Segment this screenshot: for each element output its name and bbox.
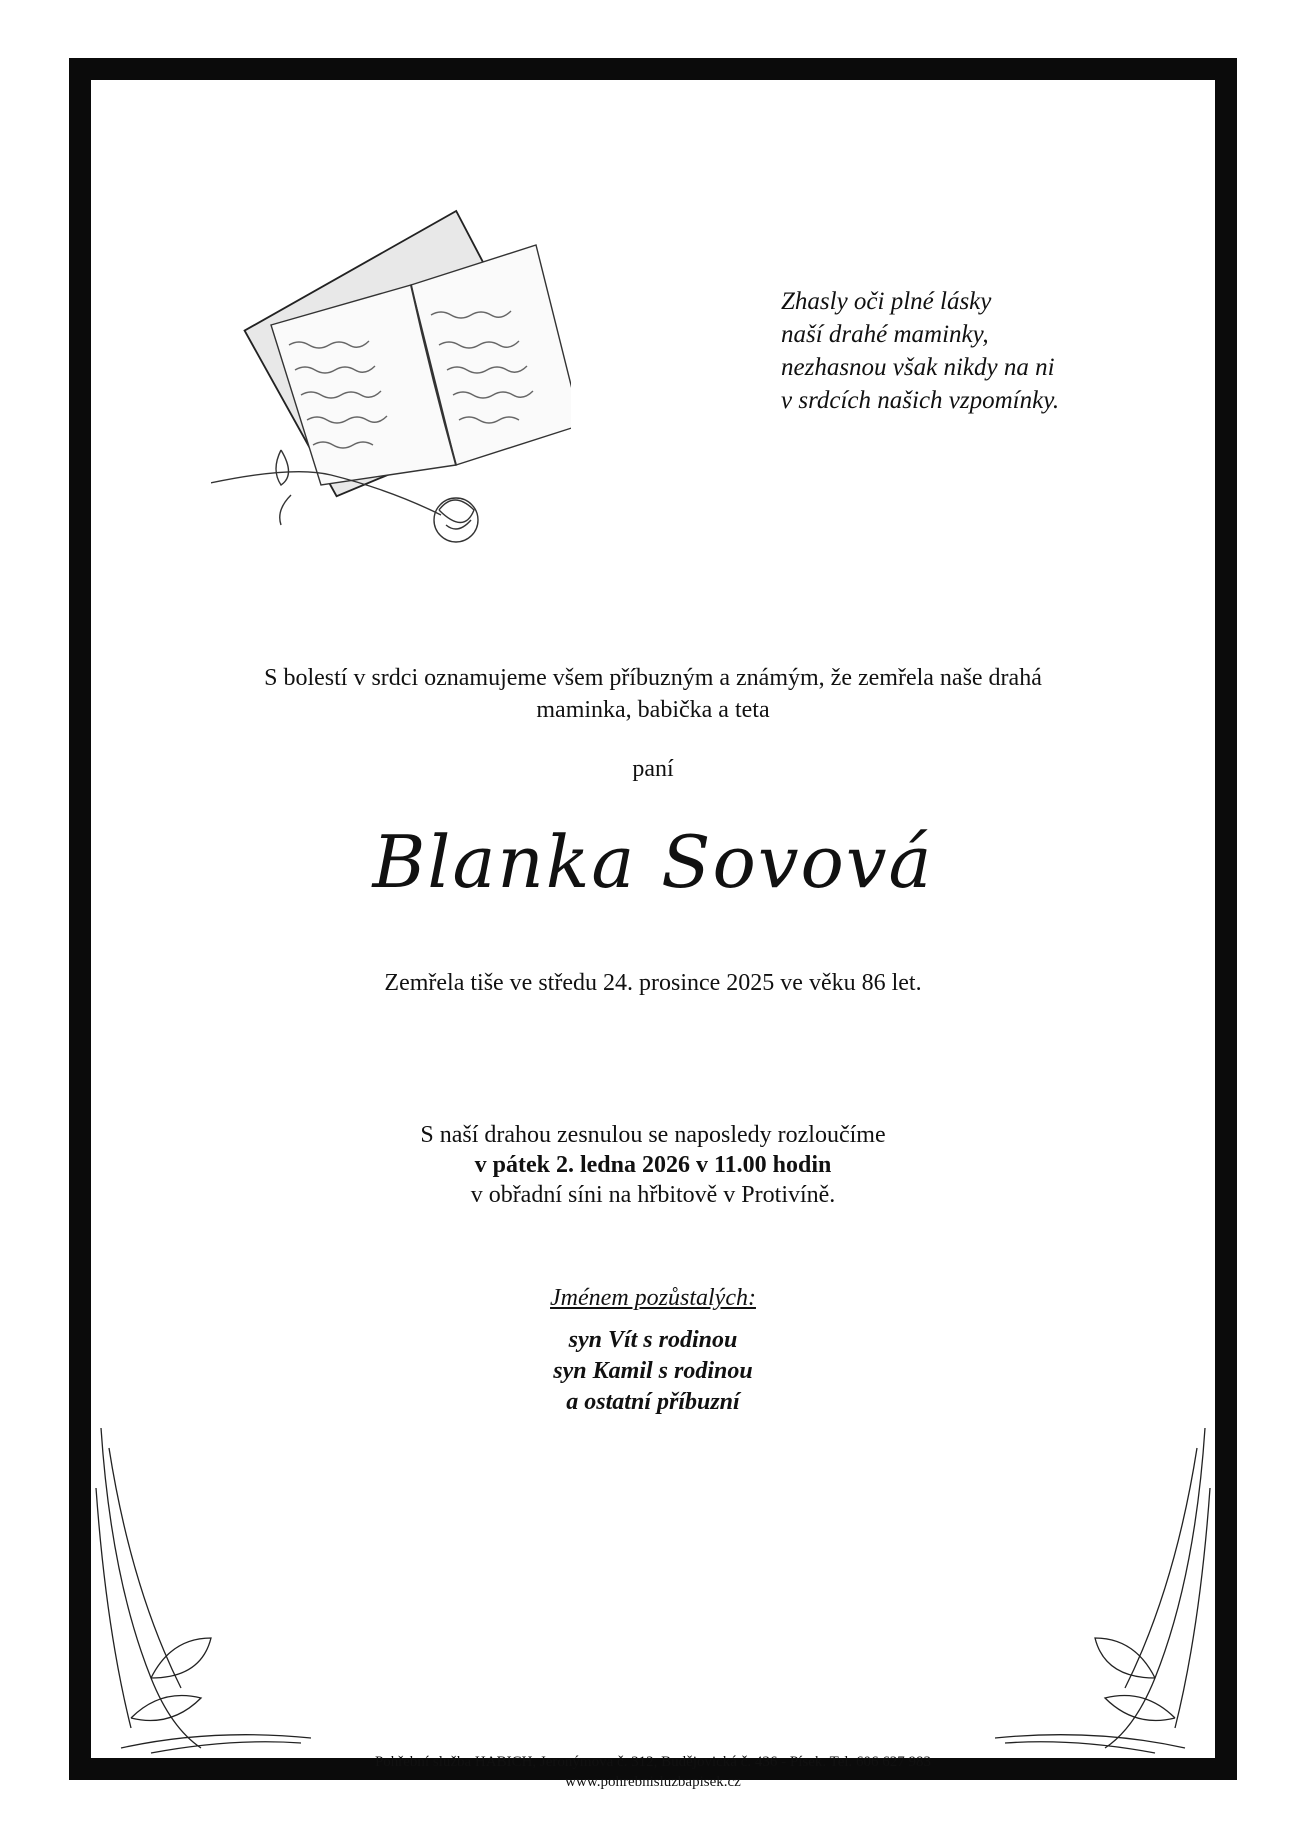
announcement-line: S bolestí v srdci oznamujeme všem příbuzným a známým, že zemřela naše drahá (264, 665, 1042, 691)
poem-line: nezhasnou však nikdy na ni (781, 354, 1055, 381)
corner-grass-ornament-right (995, 1428, 1215, 1758)
mourners-heading: Jménem pozůstalých: (550, 1285, 756, 1311)
farewell-line: S naší drahou zesnulou se naposledy rozloučíme (420, 1122, 886, 1148)
footer-website: www.pohrebnisluzbapisek.cz (565, 1774, 741, 1790)
funeral-service-footer (91, 1752, 1215, 1792)
announcement-line: maminka, babička a teta (536, 697, 770, 723)
mourning-frame (69, 58, 1237, 1790)
poem-line: Zhasly oči plné lásky (781, 288, 992, 315)
mourner: syn Kamil s rodinou (553, 1358, 753, 1384)
death-notice: Zemřela tiše ve středu 24. prosince 2025 ve věku 86 let. (384, 970, 922, 996)
corner-grass-ornament-left (91, 1428, 311, 1758)
farewell-details (91, 1120, 1215, 1210)
farewell-date: v pátek 2. ledna 2026 v 11.00 hodin (474, 1152, 832, 1178)
poem-line: v srdcích našich vzpomínky. (781, 387, 1060, 414)
mourner: syn Vít s rodinou (568, 1327, 738, 1353)
memorial-poem (781, 285, 1201, 417)
announcement (91, 662, 1215, 726)
poem-line: naší drahé maminky, (781, 321, 989, 348)
title-word: paní (632, 756, 674, 782)
mourner: a ostatní příbuzní (566, 1389, 740, 1415)
footer-company: Pohřební služba HABICH, Jeronýmova č. 312, Budějovická č. 436 - Písek. Tel. 606 627 983 (374, 1754, 932, 1770)
farewell-place: v obřadní síni na hřbitově v Protivíně. (470, 1182, 836, 1208)
book-and-rose-illustration (211, 165, 571, 565)
mourners-list (91, 1325, 1215, 1418)
deceased-name: Blanka Sovová (372, 820, 934, 904)
